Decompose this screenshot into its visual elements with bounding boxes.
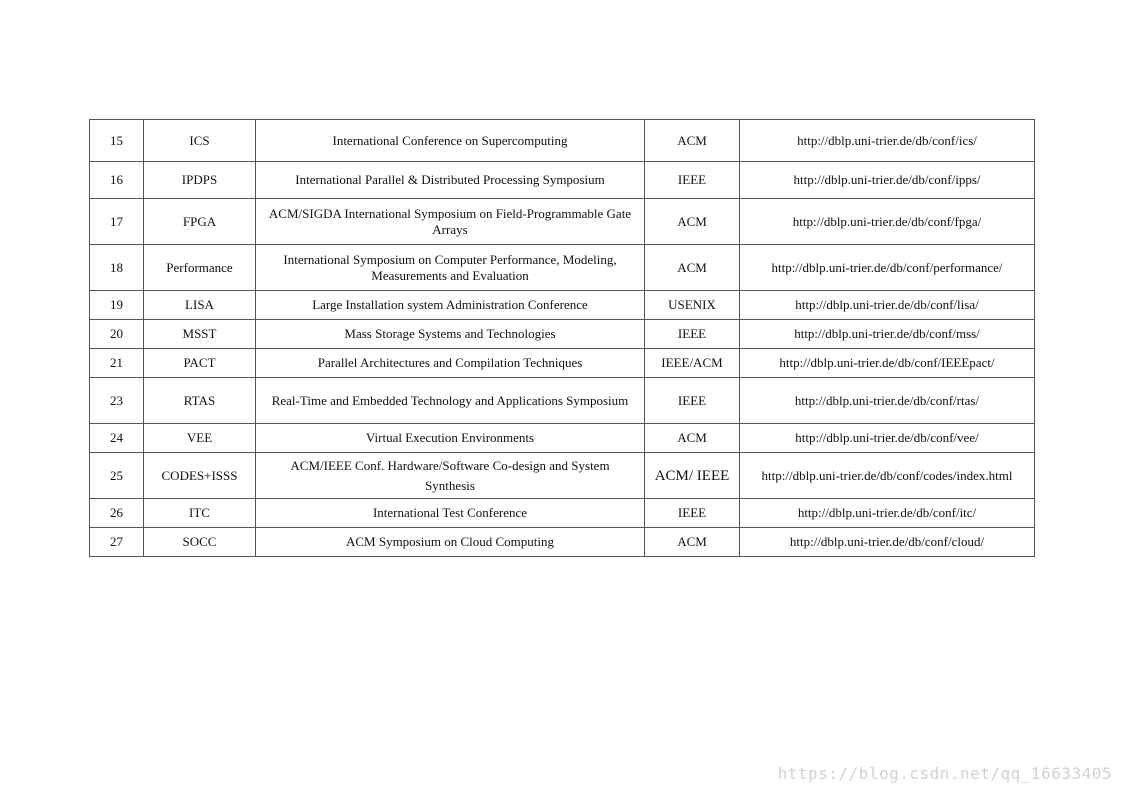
publisher: IEEE: [645, 162, 740, 199]
table-row: [90, 162, 1035, 199]
conference-abbreviation: LISA: [144, 291, 256, 320]
conference-name: Virtual Execution Environments: [256, 424, 645, 453]
dblp-url: http://dblp.uni-trier.de/db/conf/lisa/: [740, 291, 1035, 320]
table-row: [90, 499, 1035, 528]
table-row: [90, 349, 1035, 378]
dblp-url: http://dblp.uni-trier.de/db/conf/fpga/: [740, 199, 1035, 245]
dblp-url: http://dblp.uni-trier.de/db/conf/itc/: [740, 499, 1035, 528]
row-number: 24: [90, 424, 144, 453]
dblp-url: http://dblp.uni-trier.de/db/conf/codes/index.html: [740, 453, 1035, 499]
conference-name: Mass Storage Systems and Technologies: [256, 320, 645, 349]
row-number: 23: [90, 378, 144, 424]
conference-name: International Parallel & Distributed Processing Symposium: [256, 162, 645, 199]
table-row: [90, 291, 1035, 320]
row-number: 19: [90, 291, 144, 320]
conference-name: ACM/SIGDA International Symposium on Field-Programmable Gate Arrays: [256, 199, 645, 245]
row-number: 26: [90, 499, 144, 528]
conference-name: International Symposium on Computer Performance, Modeling, Measurements and Evaluation: [256, 245, 645, 291]
dblp-url: http://dblp.uni-trier.de/db/conf/ipps/: [740, 162, 1035, 199]
conference-abbreviation: Performance: [144, 245, 256, 291]
conference-name: International Test Conference: [256, 499, 645, 528]
table-row: [90, 528, 1035, 557]
row-number: 18: [90, 245, 144, 291]
table-row: [90, 378, 1035, 424]
conference-name: Large Installation system Administration Conference: [256, 291, 645, 320]
dblp-url: http://dblp.uni-trier.de/db/conf/vee/: [740, 424, 1035, 453]
conference-name: ACM/IEEE Conf. Hardware/Software Co-design and System Synthesis: [256, 453, 645, 499]
conference-abbreviation: VEE: [144, 424, 256, 453]
dblp-url: http://dblp.uni-trier.de/db/conf/IEEEpact/: [740, 349, 1035, 378]
publisher: ACM: [645, 199, 740, 245]
conference-abbreviation: RTAS: [144, 378, 256, 424]
dblp-url: http://dblp.uni-trier.de/db/conf/performance/: [740, 245, 1035, 291]
conference-name: International Conference on Supercomputing: [256, 120, 645, 162]
table-row: [90, 320, 1035, 349]
publisher: ACM/ IEEE: [645, 453, 740, 499]
table-row: [90, 120, 1035, 162]
conference-abbreviation: CODES+ISSS: [144, 453, 256, 499]
row-number: 15: [90, 120, 144, 162]
publisher: ACM: [645, 245, 740, 291]
conference-table: [89, 119, 1035, 557]
row-number: 17: [90, 199, 144, 245]
publisher: IEEE/ACM: [645, 349, 740, 378]
conference-name: Real-Time and Embedded Technology and Applications Symposium: [256, 378, 645, 424]
publisher: IEEE: [645, 499, 740, 528]
row-number: 27: [90, 528, 144, 557]
conference-abbreviation: SOCC: [144, 528, 256, 557]
conference-abbreviation: ITC: [144, 499, 256, 528]
row-number: 20: [90, 320, 144, 349]
row-number: 21: [90, 349, 144, 378]
conference-abbreviation: PACT: [144, 349, 256, 378]
conference-abbreviation: FPGA: [144, 199, 256, 245]
publisher: ACM: [645, 120, 740, 162]
conference-abbreviation: IPDPS: [144, 162, 256, 199]
table-row: [90, 424, 1035, 453]
watermark: https://blog.csdn.net/qq_16633405: [777, 764, 1112, 783]
dblp-url: http://dblp.uni-trier.de/db/conf/mss/: [740, 320, 1035, 349]
conference-name: Parallel Architectures and Compilation Techniques: [256, 349, 645, 378]
dblp-url: http://dblp.uni-trier.de/db/conf/cloud/: [740, 528, 1035, 557]
row-number: 16: [90, 162, 144, 199]
dblp-url: http://dblp.uni-trier.de/db/conf/ics/: [740, 120, 1035, 162]
dblp-url: http://dblp.uni-trier.de/db/conf/rtas/: [740, 378, 1035, 424]
table-row: [90, 453, 1035, 499]
table-row: [90, 199, 1035, 245]
conference-name: ACM Symposium on Cloud Computing: [256, 528, 645, 557]
conference-abbreviation: ICS: [144, 120, 256, 162]
publisher: USENIX: [645, 291, 740, 320]
publisher: ACM: [645, 528, 740, 557]
table-row: [90, 245, 1035, 291]
publisher: IEEE: [645, 378, 740, 424]
row-number: 25: [90, 453, 144, 499]
publisher: IEEE: [645, 320, 740, 349]
publisher: ACM: [645, 424, 740, 453]
conference-abbreviation: MSST: [144, 320, 256, 349]
